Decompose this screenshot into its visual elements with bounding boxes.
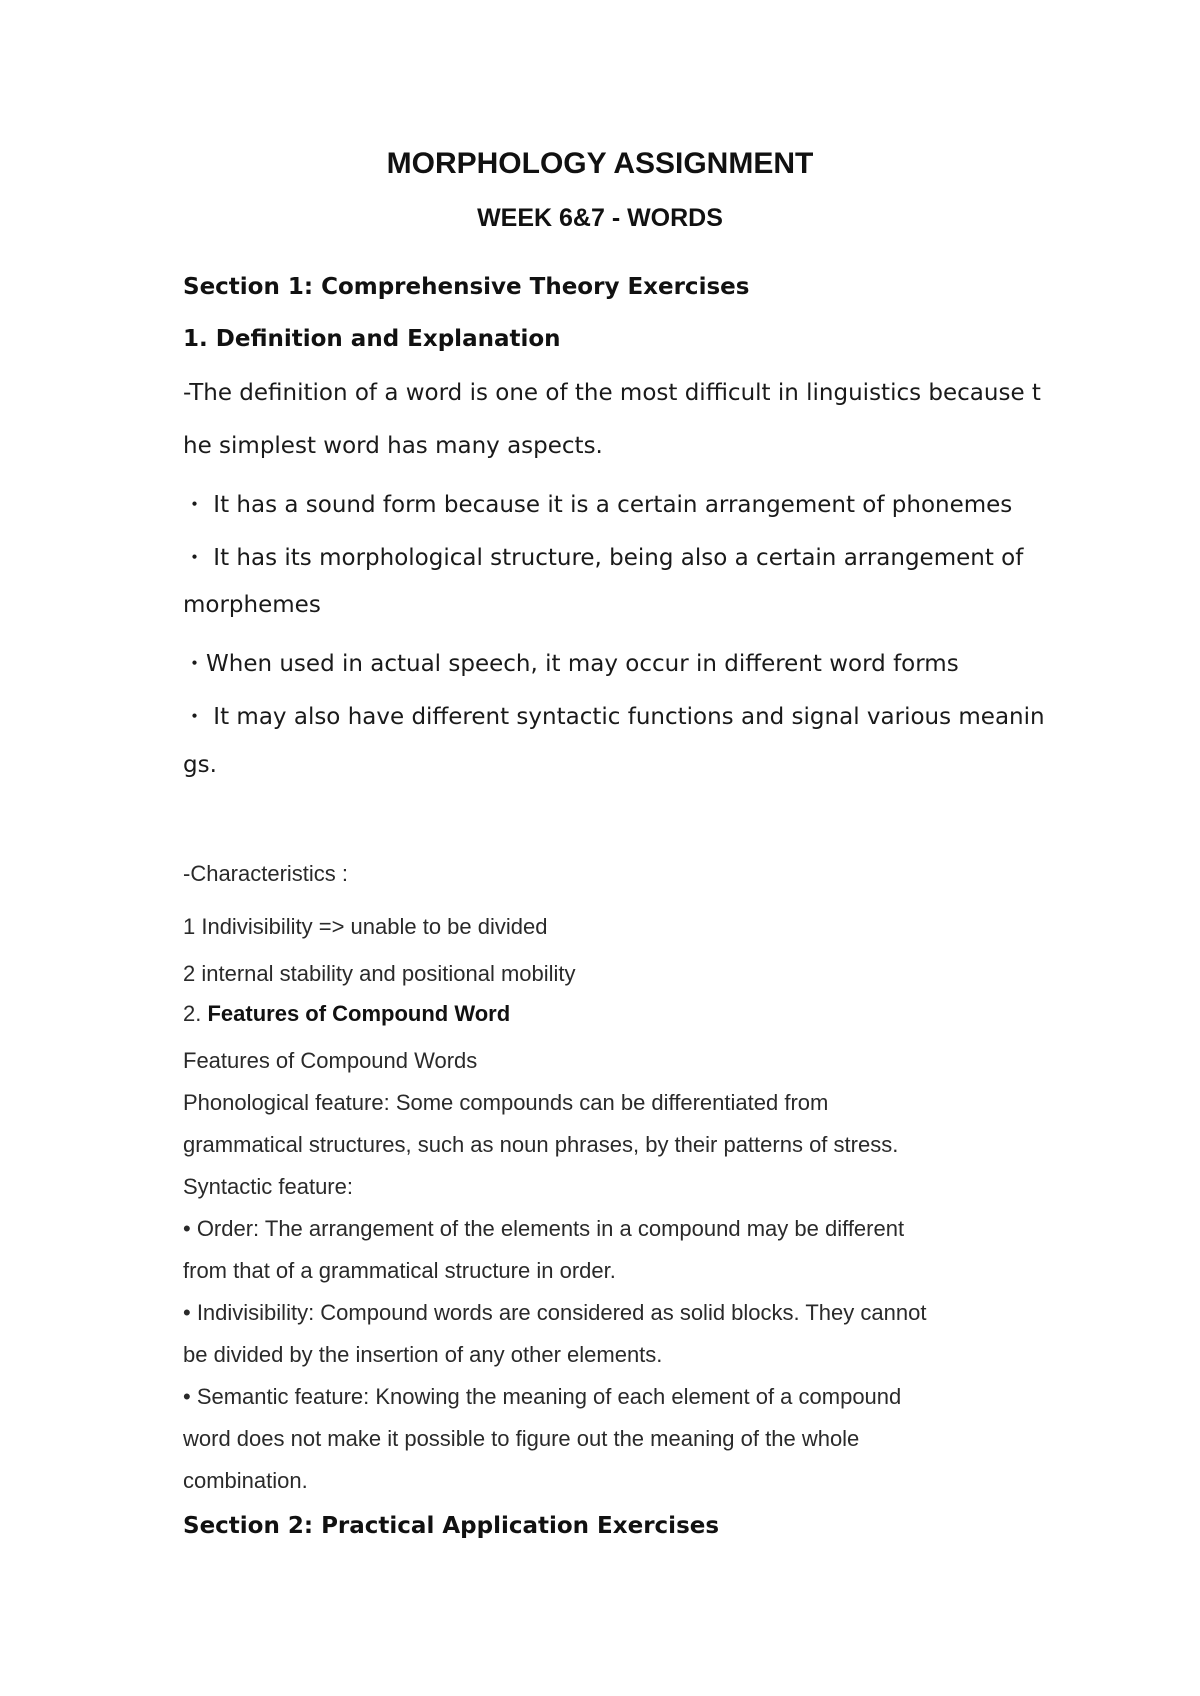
bullet-item: • Order: The arrangement of the elements in a compound may be different: [183, 1216, 905, 1241]
q1-heading: 1. Definition and Explanation: [183, 326, 561, 352]
definition-line: he simplest word has many aspects.: [183, 433, 603, 459]
page-title: MORPHOLOGY ASSIGNMENT: [386, 147, 814, 180]
characteristic-item: 2 internal stability and positional mobility: [183, 961, 576, 986]
phonological-feature: Phonological feature: Some compounds can be differentiated from: [183, 1090, 829, 1115]
bullet-item: • Indivisibility: Compound words are considered as solid blocks. They cannot: [183, 1300, 927, 1325]
syntactic-label: Syntactic feature:: [183, 1174, 353, 1199]
bullet-item: • Semantic feature: Knowing the meaning of each element of a compound: [183, 1384, 902, 1409]
characteristics-label: -Characteristics :: [183, 861, 349, 886]
bullet-item-continued: be divided by the insertion of any other elements.: [183, 1342, 663, 1367]
phonological-feature-continued: grammatical structures, such as noun phrases, by their patterns of stress.: [183, 1132, 899, 1157]
bullet-item-continued: from that of a grammatical structure in order.: [183, 1258, 616, 1283]
q2-heading: Features of Compound Word: [207, 1001, 511, 1026]
page-subtitle: WEEK 6&7 - WORDS: [477, 204, 723, 232]
aspect-item-continued: morphemes: [183, 592, 321, 618]
q2-heading-line: [183, 1001, 510, 1027]
section1-heading: Section 1: Comprehensive Theory Exercises: [183, 274, 750, 300]
aspect-item: ・ It has a sound form because it is a certain arrangement of phonemes: [183, 492, 1013, 518]
q2-number: 2.: [183, 1001, 208, 1026]
characteristic-item: 1 Indivisibility => unable to be divided: [183, 914, 548, 939]
definition-line: -The definition of a word is one of the most difficult in linguistics because t: [183, 380, 1041, 406]
section2-heading: Section 2: Practical Application Exercises: [183, 1513, 720, 1539]
aspect-item-continued: gs.: [183, 752, 217, 778]
aspect-item: ・ It has its morphological structure, being also a certain arrangement of: [183, 545, 1024, 571]
bullet-item-continued: combination.: [183, 1468, 308, 1493]
bullet-item-continued: word does not make it possible to figure out the meaning of the whole: [183, 1426, 860, 1451]
aspect-item: ・ It may also have different syntactic functions and signal various meanin: [183, 704, 1045, 730]
aspect-item: ・When used in actual speech, it may occur in different word forms: [183, 651, 959, 677]
features-title: Features of Compound Words: [183, 1048, 478, 1073]
